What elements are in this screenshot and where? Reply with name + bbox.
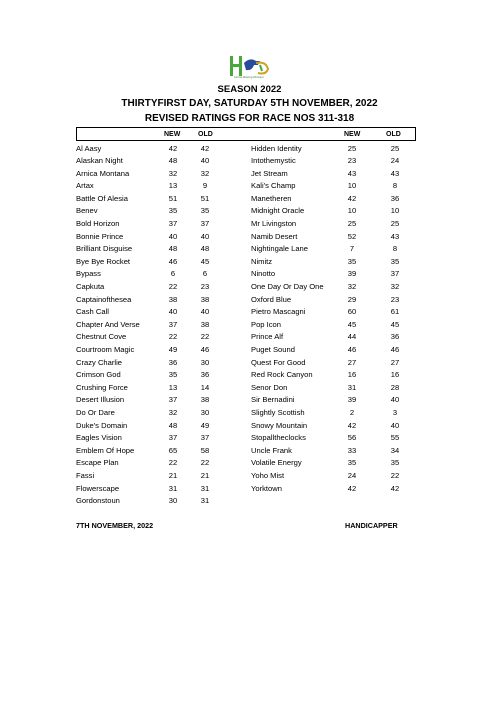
new-rating: 46 bbox=[168, 256, 178, 266]
new-rating: 42 bbox=[347, 420, 357, 430]
old-rating: 34 bbox=[390, 445, 400, 455]
new-rating: 27 bbox=[347, 357, 357, 367]
new-rating: 21 bbox=[168, 470, 178, 480]
horse-name: Uncle Frank bbox=[251, 445, 292, 455]
season-heading: SEASON 2022 bbox=[217, 84, 282, 95]
new-rating: 31 bbox=[168, 483, 178, 493]
old-rating: 58 bbox=[200, 445, 210, 455]
table-row bbox=[76, 319, 416, 332]
table-row bbox=[76, 470, 416, 483]
new-rating: 48 bbox=[168, 156, 178, 166]
new-rating: 51 bbox=[168, 193, 178, 203]
old-rating: 25 bbox=[390, 219, 400, 229]
table-row bbox=[76, 281, 416, 294]
new-rating: 7 bbox=[349, 244, 355, 254]
new-rating: 48 bbox=[168, 244, 178, 254]
horse-name: Escape Plan bbox=[76, 458, 119, 468]
new-rating: 16 bbox=[347, 370, 357, 380]
old-rating: 38 bbox=[200, 319, 210, 329]
new-rating: 22 bbox=[168, 282, 178, 292]
horse-name: Al Aasy bbox=[76, 143, 102, 153]
horse-name: Fassi bbox=[76, 470, 95, 480]
old-rating: 55 bbox=[390, 433, 400, 443]
old-rating: 37 bbox=[390, 269, 400, 279]
new-rating: 44 bbox=[347, 332, 357, 342]
new-rating: 32 bbox=[347, 282, 357, 292]
old-rating: 35 bbox=[200, 206, 210, 216]
old-rating: 35 bbox=[390, 256, 400, 266]
horse-name: Flowerscape bbox=[76, 483, 120, 493]
horse-name: Sir Bernadini bbox=[251, 395, 295, 405]
ratings-rows bbox=[76, 143, 416, 508]
old-rating: 8 bbox=[392, 181, 398, 191]
horse-name: Mr Livingston bbox=[251, 219, 297, 229]
new-rating: 2 bbox=[349, 407, 355, 417]
old-rating: 42 bbox=[390, 483, 400, 493]
horse-name: Pietro Mascagni bbox=[251, 307, 306, 317]
horse-name: Senor Don bbox=[251, 382, 288, 392]
footer-date: 7TH NOVEMBER, 2022 bbox=[76, 521, 154, 530]
table-row bbox=[76, 432, 416, 445]
old-rating: 22 bbox=[390, 470, 400, 480]
new-rating: 13 bbox=[168, 181, 178, 191]
race-day-heading: THIRTYFIRST DAY, SATURDAY 5TH NOVEMBER, 2022 bbox=[121, 98, 378, 109]
old-rating: 22 bbox=[200, 332, 210, 342]
horse-name: Battle Of Alesia bbox=[76, 193, 128, 203]
horse-name: Volatile Energy bbox=[251, 458, 302, 468]
horse-name: Bold Horizon bbox=[76, 219, 120, 229]
horse-name: Nightingale Lane bbox=[251, 244, 308, 254]
horse-name: Emblem Of Hope bbox=[76, 445, 135, 455]
new-rating: 29 bbox=[347, 294, 357, 304]
old-rating: 46 bbox=[200, 345, 210, 354]
old-rating: 23 bbox=[200, 282, 210, 292]
table-header-box bbox=[76, 127, 416, 141]
left-new-header: NEW bbox=[164, 131, 181, 138]
new-rating: 24 bbox=[347, 470, 357, 480]
table-row bbox=[76, 180, 416, 193]
new-rating: 22 bbox=[168, 332, 178, 342]
old-rating: 61 bbox=[390, 307, 400, 317]
table-row bbox=[76, 344, 416, 357]
new-rating: 37 bbox=[168, 433, 178, 443]
new-rating: 46 bbox=[347, 345, 357, 354]
old-rating: 3 bbox=[392, 407, 398, 417]
horse-name: Manetheren bbox=[251, 193, 292, 203]
horse-name: Courtroom Magic bbox=[76, 345, 135, 354]
table-row bbox=[76, 407, 416, 420]
old-rating: 46 bbox=[390, 345, 400, 354]
new-rating: 48 bbox=[168, 420, 178, 430]
table-row bbox=[76, 268, 416, 281]
old-rating: 10 bbox=[390, 206, 400, 216]
table-row bbox=[76, 420, 416, 433]
table-row bbox=[76, 495, 416, 508]
table-row bbox=[76, 155, 416, 168]
old-rating: 48 bbox=[200, 244, 210, 254]
new-rating: 37 bbox=[168, 395, 178, 405]
table-row bbox=[76, 483, 416, 496]
new-rating: 42 bbox=[168, 143, 178, 153]
table-row bbox=[76, 294, 416, 307]
table-row bbox=[76, 231, 416, 244]
horse-name: Yorktown bbox=[251, 483, 282, 493]
horse-name: Hidden Identity bbox=[251, 143, 302, 153]
horse-name: Puget Sound bbox=[251, 345, 295, 354]
table-row bbox=[76, 193, 416, 206]
horse-name: Intothemystic bbox=[251, 156, 296, 166]
horse-name: Gordonstoun bbox=[76, 496, 120, 506]
new-rating: 42 bbox=[347, 193, 357, 203]
table-row bbox=[76, 256, 416, 269]
old-rating: 25 bbox=[390, 143, 400, 153]
old-rating: 51 bbox=[200, 193, 210, 203]
footer-signatory: HANDICAPPER bbox=[345, 521, 398, 530]
left-old-header: OLD bbox=[198, 131, 213, 138]
horse-name: Crazy Charlie bbox=[76, 357, 122, 367]
old-rating: 32 bbox=[390, 282, 400, 292]
table-row bbox=[76, 457, 416, 470]
old-rating: 37 bbox=[200, 433, 210, 443]
horse-name: Slightly Scottish bbox=[251, 407, 305, 417]
old-rating: 40 bbox=[200, 231, 210, 241]
horse-name: Chestnut Cove bbox=[76, 332, 127, 342]
old-rating: 43 bbox=[390, 168, 400, 178]
horse-name: Nimitz bbox=[251, 256, 273, 266]
horse-name: Captainofthesea bbox=[76, 294, 132, 304]
horse-name: Alaskan Night bbox=[76, 156, 123, 166]
old-rating: 35 bbox=[390, 458, 400, 468]
old-rating: 40 bbox=[390, 395, 400, 405]
new-rating: 65 bbox=[168, 445, 178, 455]
new-rating: 40 bbox=[168, 307, 178, 317]
old-rating: 45 bbox=[200, 256, 210, 266]
table-row bbox=[76, 382, 416, 395]
table-row bbox=[76, 306, 416, 319]
new-rating: 35 bbox=[168, 206, 178, 216]
table-row bbox=[76, 394, 416, 407]
old-rating: 22 bbox=[200, 458, 210, 468]
old-rating: 24 bbox=[390, 156, 400, 166]
horse-name: Stopalltheclocks bbox=[251, 433, 306, 443]
new-rating: 30 bbox=[168, 496, 178, 506]
new-rating: 40 bbox=[168, 231, 178, 241]
table-row bbox=[76, 168, 416, 181]
old-rating: 36 bbox=[390, 332, 400, 342]
new-rating: 32 bbox=[168, 168, 178, 178]
new-rating: 25 bbox=[347, 219, 357, 229]
horse-name: Duke's Domain bbox=[76, 420, 128, 430]
horse-name: Red Rock Canyon bbox=[251, 370, 313, 380]
table-row bbox=[76, 205, 416, 218]
horse-name: Bye Bye Rocket bbox=[76, 256, 131, 266]
new-rating: 31 bbox=[347, 382, 357, 392]
old-rating: 30 bbox=[200, 357, 210, 367]
new-rating: 35 bbox=[347, 256, 357, 266]
old-rating: 21 bbox=[200, 470, 210, 480]
new-rating: 39 bbox=[347, 269, 357, 279]
new-rating: 6 bbox=[170, 269, 176, 279]
horse-name: Do Or Dare bbox=[76, 407, 115, 417]
old-rating: 49 bbox=[200, 420, 210, 430]
old-rating: 36 bbox=[390, 193, 400, 203]
new-rating: 38 bbox=[168, 294, 178, 304]
horse-name: Yoho Mist bbox=[251, 470, 285, 480]
new-rating: 56 bbox=[347, 433, 357, 443]
horse-name: Cash Call bbox=[76, 307, 109, 317]
horse-name: Kali's Champ bbox=[251, 181, 296, 191]
new-rating: 23 bbox=[347, 156, 357, 166]
horse-name: Crimson God bbox=[76, 370, 121, 380]
new-rating: 35 bbox=[168, 370, 178, 380]
horse-name: Quest For Good bbox=[251, 357, 306, 367]
old-rating: 40 bbox=[200, 307, 210, 317]
old-rating: 38 bbox=[200, 395, 210, 405]
old-rating: 40 bbox=[390, 420, 400, 430]
table-row bbox=[76, 369, 416, 382]
old-rating: 9 bbox=[202, 181, 208, 191]
old-rating: 42 bbox=[200, 143, 210, 153]
table-row bbox=[76, 331, 416, 344]
old-rating: 27 bbox=[390, 357, 400, 367]
horse-name: One Day Or Day One bbox=[251, 282, 324, 292]
horse-name: Pop Icon bbox=[251, 319, 281, 329]
old-rating: 45 bbox=[390, 319, 400, 329]
table-row bbox=[76, 357, 416, 370]
new-rating: 33 bbox=[347, 445, 357, 455]
horse-name: Bonnie Prince bbox=[76, 231, 124, 241]
horse-name: Snowy Mountain bbox=[251, 420, 308, 430]
old-rating: 31 bbox=[200, 496, 210, 506]
horse-name: Arnica Montana bbox=[76, 168, 130, 178]
right-old-header: OLD bbox=[386, 131, 401, 138]
old-rating: 8 bbox=[392, 244, 398, 254]
horse-name: Oxford Blue bbox=[251, 294, 292, 304]
new-rating: 25 bbox=[347, 143, 357, 153]
old-rating: 6 bbox=[202, 269, 208, 279]
new-rating: 37 bbox=[168, 219, 178, 229]
new-rating: 37 bbox=[168, 319, 178, 329]
horse-name: Benev bbox=[76, 206, 98, 216]
old-rating: 23 bbox=[390, 294, 400, 304]
new-rating: 39 bbox=[347, 395, 357, 405]
new-rating: 22 bbox=[168, 458, 178, 468]
horse-name: Brilliant Disguise bbox=[76, 244, 133, 254]
old-rating: 16 bbox=[390, 370, 400, 380]
horse-name: Prince Alf bbox=[251, 332, 284, 342]
horse-name: Artax bbox=[76, 181, 94, 191]
horse-name: Jet Stream bbox=[251, 168, 288, 178]
old-rating: 43 bbox=[390, 231, 400, 241]
table-row bbox=[76, 218, 416, 231]
ratings-subtitle: REVISED RATINGS FOR RACE NOS 311-318 bbox=[144, 113, 355, 124]
horse-name: Bypass bbox=[76, 269, 101, 279]
old-rating: 31 bbox=[200, 483, 210, 493]
old-rating: 14 bbox=[200, 382, 210, 392]
new-rating: 36 bbox=[168, 357, 178, 367]
horse-name: Capkuta bbox=[76, 282, 105, 292]
new-rating: 60 bbox=[347, 307, 357, 317]
new-rating: 43 bbox=[347, 168, 357, 178]
horse-name: Midnight Oracle bbox=[251, 206, 305, 216]
table-row bbox=[76, 243, 416, 256]
horse-name: Namib Desert bbox=[251, 231, 298, 241]
old-rating: 30 bbox=[200, 407, 210, 417]
horse-name: Chapter And Verse bbox=[76, 319, 140, 329]
logo-caption: Horse Racing Division bbox=[234, 75, 264, 79]
ratings-table bbox=[76, 127, 416, 506]
new-rating: 10 bbox=[347, 181, 357, 191]
new-rating: 10 bbox=[347, 206, 357, 216]
old-rating: 38 bbox=[200, 294, 210, 304]
old-rating: 32 bbox=[200, 168, 210, 178]
right-new-header: NEW bbox=[344, 131, 361, 138]
new-rating: 35 bbox=[347, 458, 357, 468]
old-rating: 28 bbox=[390, 382, 400, 392]
new-rating: 13 bbox=[168, 382, 178, 392]
table-row bbox=[76, 445, 416, 458]
old-rating: 36 bbox=[200, 370, 210, 380]
horse-name: Ninotto bbox=[251, 269, 276, 279]
horse-name: Crushing Force bbox=[76, 382, 128, 392]
old-rating: 37 bbox=[200, 219, 210, 229]
table-row bbox=[76, 143, 416, 156]
old-rating: 40 bbox=[200, 156, 210, 166]
new-rating: 52 bbox=[347, 231, 357, 241]
horse-name: Eagles Vision bbox=[76, 433, 122, 443]
new-rating: 45 bbox=[347, 319, 357, 329]
horse-name: Desert Illusion bbox=[76, 395, 125, 405]
new-rating: 42 bbox=[347, 483, 357, 493]
new-rating: 49 bbox=[168, 345, 178, 354]
new-rating: 32 bbox=[168, 407, 178, 417]
